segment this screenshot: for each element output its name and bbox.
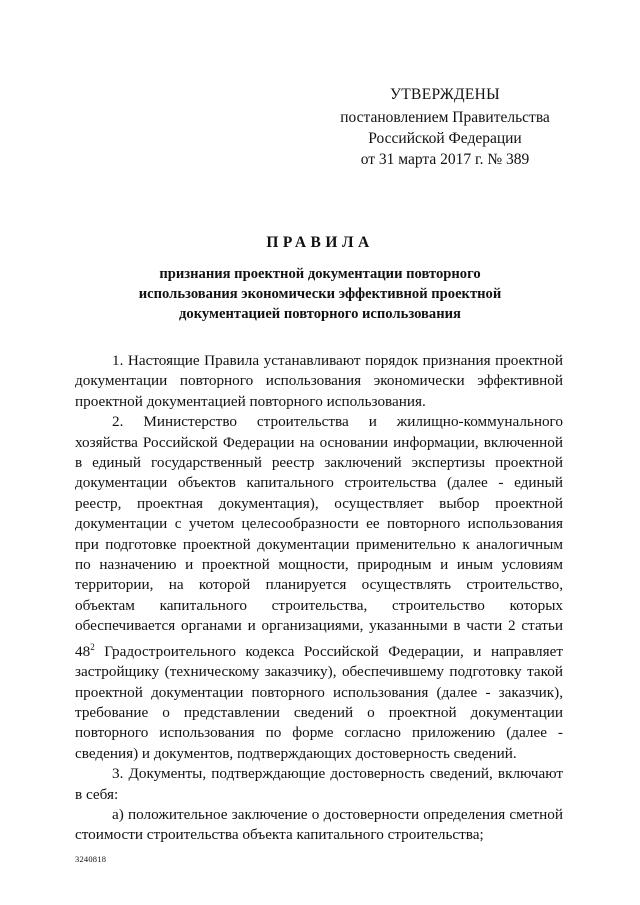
paragraph-1: 1. Настоящие Правила устанавливают порядок признания проектной документации повторного использования экономически эффективной проектной документацией повторного использования. [75,352,563,410]
paragraph-2-superscript: 2 [90,641,95,652]
paragraph-4: а) положительное заключение о достоверности определения сметной стоимости строительства объекта капитального строительства; [75,806,563,844]
approval-heading: УТВЕРЖДЕНЫ [390,86,500,103]
approval-line-2: Российской Федерации [368,130,522,147]
paragraph-2 [75,412,563,764]
document-body [75,351,563,846]
approval-line-3: от 31 марта 2017 г. № 389 [360,151,530,168]
approval-line-1: постановлением Правительства [340,109,550,126]
approval-block [320,84,570,170]
paragraph-2-text-before: 2. Министерство строительства и жилищно-коммунального хозяйства Российской Федерации на основании информации, включенной в единый государственный реестр заключений экспертизы проектной документации объектов капитального строительства (далее - единый реестр, проектная документация), осуществляет выбор проектной документации с учетом целесообразности ее повторного использования при подготовке проектной документации применительно к аналогичным по назначению и проектной мощности, природным и иным условиям территории, на которой планируется осуществлять строительство, объектам капитального строительства, строительство которых обеспечивается органами и организациями, указанными в части 2 статьи 48 [75,413,563,660]
document-subtitle: признания проектной документации повторного использования экономически эффективной проектной документацией повторного использования [138,266,502,322]
paragraph-3: 3. Документы, подтверждающие достоверность сведений, включают в себя: [75,765,563,803]
document-title: ПРАВИЛА [266,234,374,251]
paragraph-2-text-after: Градостроительного кодекса Российской Федерации, и направляет застройщику (техническому заказчику), обеспечившему подготовку такой проектной документации повторного использования (далее - заказчик), требование о представлении сведений о проектной документации повторного использования по форме согласно приложению (далее - сведения) и документов, подтверждающих достоверность сведений. [75,642,563,762]
footer-document-code: 3240818 [75,854,107,864]
